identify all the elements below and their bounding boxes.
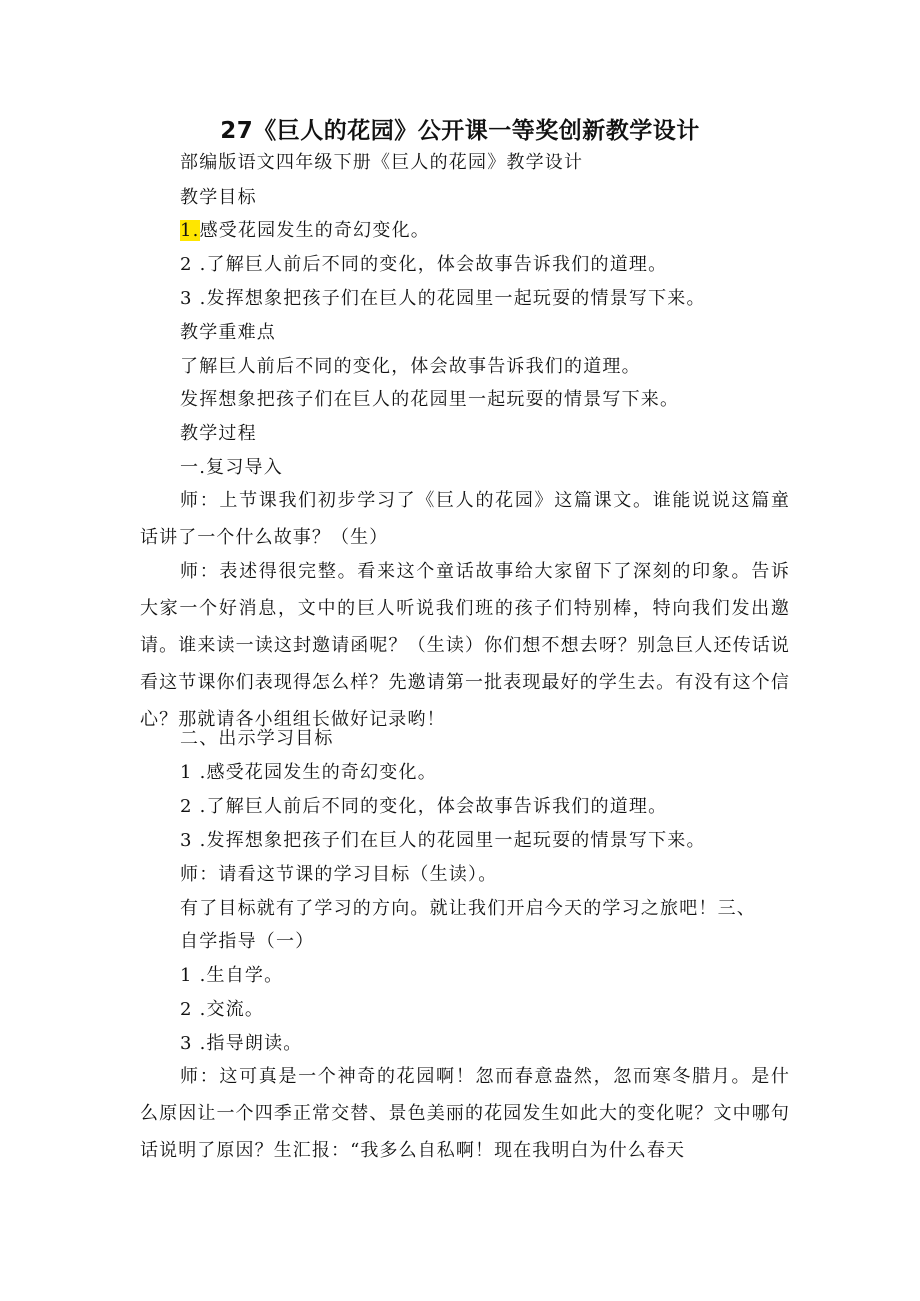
- step-1: 1 .生自学。: [180, 965, 284, 986]
- key-point-1: 了解巨人前后不同的变化，体会故事告诉我们的道理。: [180, 356, 641, 377]
- goal-3: 3 .发挥想象把孩子们在巨人的花园里一起玩耍的情景写下来。: [180, 288, 706, 309]
- read-goals-line: 师：请看这节课的学习目标（生读）。: [180, 864, 498, 885]
- paragraph-2: 师：表述得很完整。看来这个童话故事给大家留下了深刻的印象。告诉大家一个好消息，文中的巨人听说我们班的孩子们特别棒，特向我们发出邀请。谁来读一读这封邀请函呢？（生读）你们想不想去呀？别急巨人还传话说看这节课你们表现得怎么样？先邀请第一批表现最好的学生去。有没有这个信心？那就请各小组组长做好记录哟！: [140, 561, 790, 730]
- key-heading: 教学重难点: [180, 322, 276, 343]
- key-point-2: 发挥想象把孩子们在巨人的花园里一起玩耍的情景写下来。: [180, 389, 680, 410]
- study-goal-2: 2 .了解巨人前后不同的变化，体会故事告诉我们的道理。: [180, 796, 668, 817]
- goal-2: 2 .了解巨人前后不同的变化，体会故事告诉我们的道理。: [180, 254, 668, 275]
- paragraph-1: 师：上节课我们初步学习了《巨人的花园》这篇课文。谁能说说这篇童话讲了一个什么故事？（生）: [140, 490, 790, 548]
- subtitle: 部编版语文四年级下册《巨人的花园》教学设计: [180, 152, 584, 173]
- document-title: 27《巨人的花园》公开课一等奖创新教学设计: [220, 118, 700, 144]
- transition-line: 有了目标就有了学习的方向。就让我们开启今天的学习之旅吧！三、: [180, 898, 756, 919]
- step-3: 3 .指导朗读。: [180, 1033, 303, 1054]
- section-1-heading: 一.复习导入: [180, 457, 283, 478]
- study-goal-1: 1 .感受花园发生的奇幻变化。: [180, 762, 437, 783]
- step-2: 2 .交流。: [180, 999, 265, 1020]
- study-goal-3: 3 .发挥想象把孩子们在巨人的花园里一起玩耍的情景写下来。: [180, 830, 706, 851]
- goal-1: [180, 218, 430, 244]
- section-3-heading: 自学指导（一）: [180, 931, 315, 952]
- process-heading: 教学过程: [180, 423, 257, 444]
- highlight-mark: 1.: [180, 220, 200, 241]
- goal-1-text: 感受花园发生的奇幻变化。: [199, 220, 430, 241]
- section-2-heading: 二、出示学习目标: [180, 728, 334, 749]
- goals-heading: 教学目标: [180, 187, 257, 208]
- paragraph-3: 师：这可真是一个神奇的花园啊！忽而春意盎然，忽而寒冬腊月。是什么原因让一个四季正常交替、景色美丽的花园发生如此大的变化呢？文中哪句话说明了原因？生汇报：“我多么自私啊！现在我明白为什么春天: [140, 1066, 790, 1161]
